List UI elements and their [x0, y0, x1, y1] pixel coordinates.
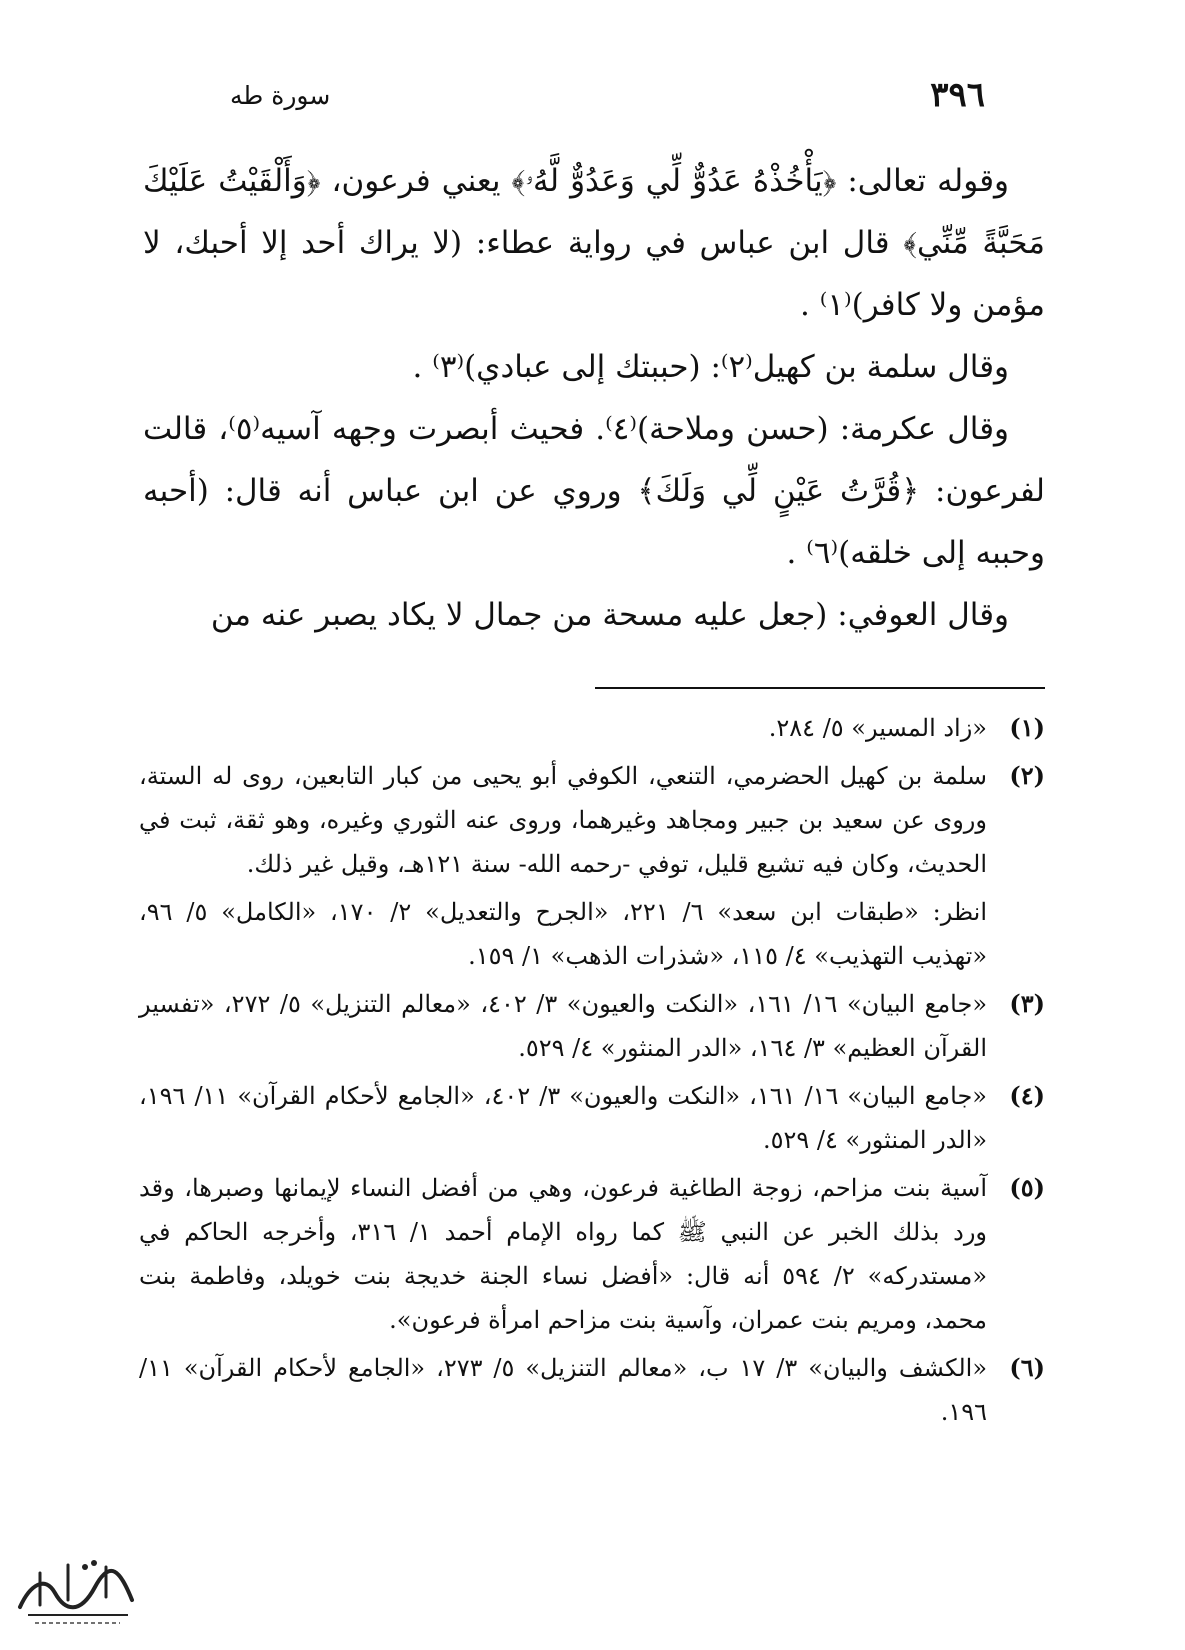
paragraph: وقال سلمة بن كهيل⁽٢⁾: (حببتك إلى عبادي)⁽٣⁾ .	[412, 349, 1009, 385]
footnote	[139, 1074, 1045, 1162]
running-title: سورة طه	[230, 81, 331, 110]
footnote-separator	[595, 687, 1045, 689]
footnote-text	[139, 1074, 987, 1162]
paragraph: وقال العوفي: (جعل عليه مسحة من جمال لا يكاد يصبر عنه من	[210, 597, 1009, 633]
publisher-logo	[10, 1545, 140, 1630]
footnote-paragraph: «جامع البيان» ١٦/ ١٦١، «النكت والعيون» ٣/ ٤٠٢، «الجامع لأحكام القرآن» ١١/ ١٩٦، «الدر المنثور» ٤/ ٥٢٩.	[139, 1082, 987, 1154]
logo-stroke	[20, 1571, 132, 1607]
main-text	[143, 150, 1045, 646]
footnote	[139, 706, 1045, 750]
footnote-paragraph: «الكشف والبيان» ٣/ ١٧ ب، «معالم التنزيل» ٥/ ٢٧٣، «الجامع لأحكام القرآن» ١١/ ١٩٦.	[139, 1354, 987, 1426]
footnote-text	[139, 754, 987, 886]
footnote-text	[139, 1166, 987, 1342]
footnote-paragraph: سلمة بن كهيل الحضرمي، التنعي، الكوفي أبو يحيى من كبار التابعين، روى له الستة، وروى عن سعيد بن جبير ومجاهد وغيرهما، وروى عنه الثوري وغيره، وهو ثقة، ثبت في الحديث، وكان فيه تشيع قليل، توفي -رحمه الله- سنة ١٢١هـ، وقيل غير ذلك.	[139, 762, 987, 878]
footnote-number: (٤)	[1009, 1081, 1045, 1110]
footnote	[139, 754, 1045, 886]
footnote-paragraph: آسية بنت مزاحم، زوجة الطاغية فرعون، وهي من أفضل النساء لإيمانها وصبرها، وقد ورد بذلك الخبر عن النبي ﷺ كما رواه الإمام أحمد ١/ ٣١٦، وأخرجه الحاكم في «مستدركه» ٢/ ٥٩٤ أنه قال: «أفضل نساء الجنة خديجة بنت خويلد، وفاطمة بنت محمد، ومريم بنت عمران، وآسية بنت مزاحم امرأة فرعون».	[139, 1174, 988, 1334]
footnote-text	[139, 890, 987, 978]
footnote-text	[139, 706, 987, 750]
footnote	[139, 1166, 1045, 1342]
footnotes	[139, 706, 1045, 1438]
paragraph: وقال عكرمة: (حسن وملاحة)⁽٤⁾. فحيث أبصرت وجهه آسيه⁽٥⁾، قالت لفرعون: ﴿قُرَّتُ عَيْنٍ لِّي وَلَكَ﴾ وروي عن ابن عباس أنه قال: (أحبه وحببه إلى خلقه)⁽٦⁾ .	[143, 411, 1045, 571]
paragraph: وقوله تعالى: ﴿يَأْخُذْهُ عَدُوٌّ لِّي وَعَدُوٌّ لَّهُۥ﴾ يعني فرعون، ﴿وَأَلْقَيْتُ عَلَيْكَ مَحَبَّةً مِّنِّي﴾ قال ابن عباس في رواية عطاء: (لا يراك أحد إلا أحبك، لا مؤمن ولا كافر)⁽١⁾ .	[143, 163, 1045, 323]
page-number: ٣٩٦	[930, 75, 985, 115]
logo-dot	[91, 1560, 97, 1566]
footnote	[139, 982, 1045, 1070]
footnote-number: (٥)	[1009, 1173, 1045, 1202]
footnote-number: (٣)	[1009, 989, 1045, 1018]
footnote-paragraph: «زاد المسير» ٥/ ٢٨٤.	[768, 714, 987, 742]
footnote-number: (١)	[1009, 713, 1045, 742]
page-header	[230, 75, 985, 125]
footnote-number: (٢)	[1009, 761, 1045, 790]
footnote-paragraph: «جامع البيان» ١٦/ ١٦١، «النكت والعيون» ٣/ ٤٠٢، «معالم التنزيل» ٥/ ٢٧٢، «تفسير القرآن العظيم» ٣/ ١٦٤، «الدر المنثور» ٤/ ٥٢٩.	[139, 990, 988, 1062]
footnote-reference	[139, 890, 1045, 978]
footnote-text	[139, 1346, 987, 1434]
footnote-number: (٦)	[1009, 1353, 1045, 1382]
footnote	[139, 1346, 1045, 1434]
logo-dot	[82, 1564, 88, 1570]
footnote-paragraph: انظر: «طبقات ابن سعد» ٦/ ٢٢١، «الجرح والتعديل» ٢/ ١٧٠، «الكامل» ٥/ ٩٦، «تهذيب التهذيب» ٤/ ١١٥، «شذرات الذهب» ١/ ١٥٩.	[139, 898, 987, 970]
footnote-text	[139, 982, 987, 1070]
